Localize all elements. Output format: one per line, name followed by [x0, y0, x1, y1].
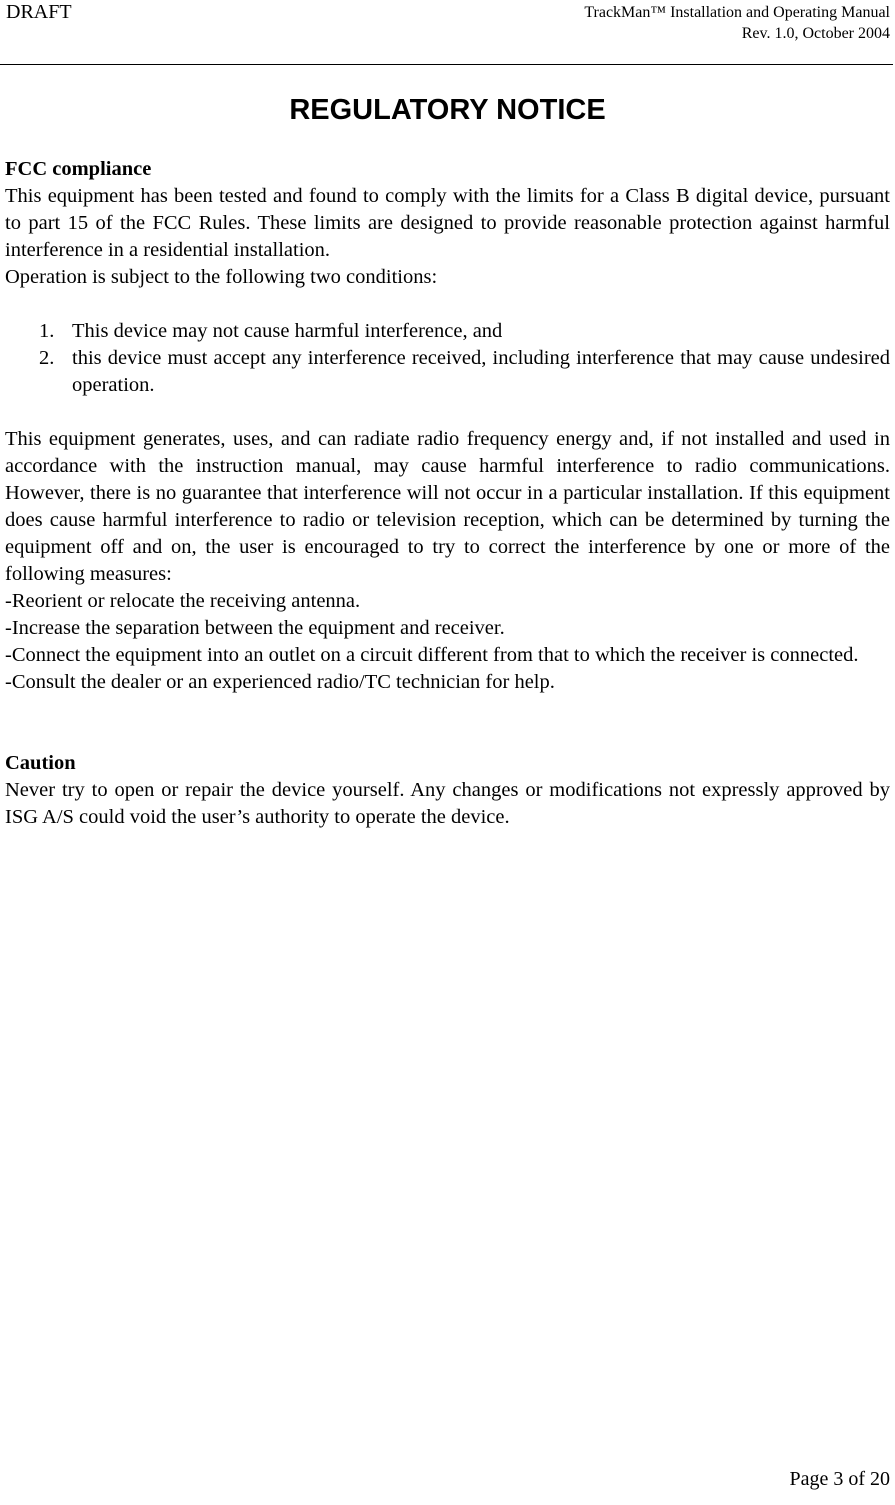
page-number: Page 3 of 20: [789, 1468, 890, 1490]
measure-item: -Connect the equipment into an outlet on a circuit different from that to which the receiver is connected.: [5, 644, 859, 666]
list-item: [5, 345, 890, 399]
document-body: [5, 156, 890, 831]
page-title: REGULATORY NOTICE: [289, 94, 606, 126]
list-item-text: this device must accept any interference received, including interference that may cause undesired operation.: [72, 347, 890, 396]
header-document-info: [584, 2, 890, 44]
page-header: [0, 0, 893, 65]
list-item-text: This device may not cause harmful interference, and: [72, 320, 503, 342]
caution-paragraph: Never try to open or repair the device yourself. Any changes or modifications not expressly approved by ISG A/S could void the user’s authority to operate the device.: [5, 779, 890, 828]
conditions-list: [5, 318, 890, 399]
measure-item: -Reorient or relocate the receiving antenna.: [5, 590, 361, 612]
section-spacer: [5, 696, 890, 750]
list-item-number: 2.: [39, 347, 55, 369]
manual-title: TrackMan™ Installation and Operating Manual: [584, 4, 890, 21]
draft-label: DRAFT: [6, 1, 72, 23]
list-item: [5, 318, 890, 345]
revision-label: Rev. 1.0, October 2004: [741, 25, 890, 42]
measure-item: -Increase the separation between the equipment and receiver.: [5, 617, 505, 639]
list-item-number: 1.: [39, 320, 55, 342]
fcc-heading: FCC compliance: [5, 158, 152, 180]
interference-paragraph: This equipment generates, uses, and can radiate radio frequency energy and, if not installed and used in accordance with the instruction manual, may cause harmful interference to radio communications. However, there is no guarantee that interference will not occur in a particular installation. If this equipment does cause harmful interference to radio or television reception, which can be determined by turning the equipment off and on, the user is encouraged to try to correct the interference by one or more of the following measures:: [5, 428, 890, 585]
conditions-intro: Operation is subject to the following two conditions:: [5, 266, 438, 288]
fcc-intro-paragraph: This equipment has been tested and found to comply with the limits for a Class B digital device, pursuant to part 15 of the FCC Rules. These limits are designed to provide reasonable protection against harmful interference in a residential installation.: [5, 185, 890, 261]
measure-item: -Consult the dealer or an experienced radio/TC technician for help.: [5, 671, 555, 693]
caution-heading: Caution: [5, 752, 76, 774]
